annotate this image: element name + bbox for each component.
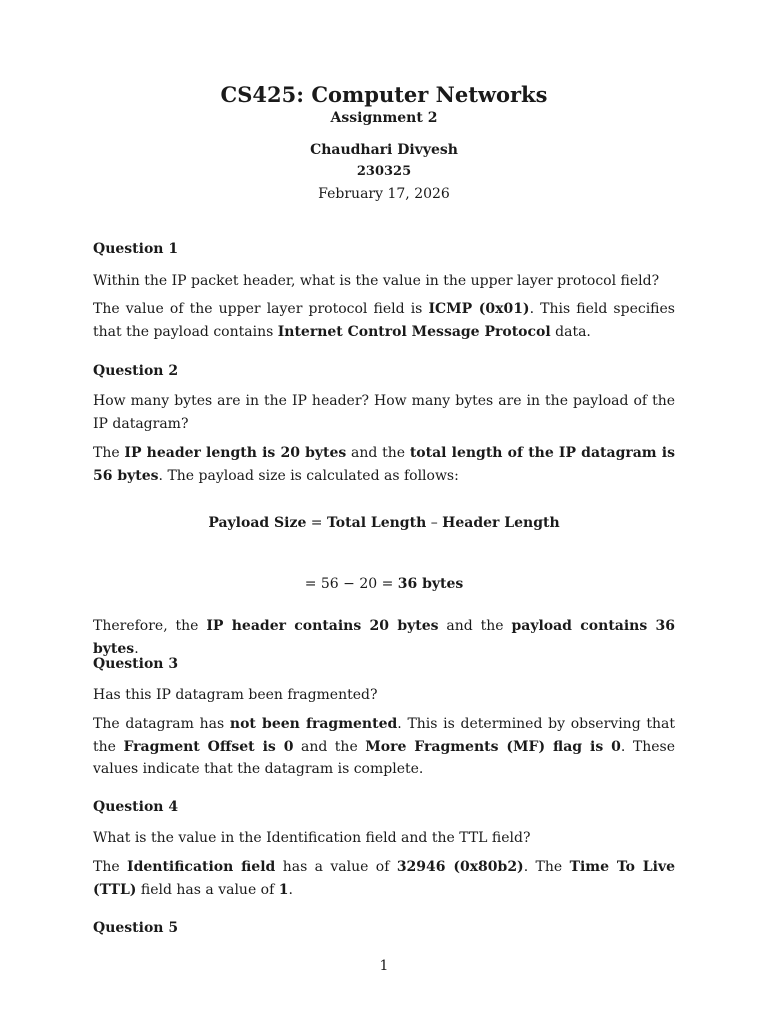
answer-text: and the — [438, 618, 512, 634]
answer-emphasis: More Fragments (MF) flag is 0 — [365, 738, 621, 755]
answer-emphasis: IP header contains 20 bytes — [206, 618, 439, 634]
question-2-heading: Question 2 — [93, 363, 179, 379]
answer-emphasis: total length of the IP datagram is 56 bytes — [93, 445, 676, 484]
answer-text: . These values indicate that the datagram is complete. — [93, 738, 675, 777]
answer-text: Therefore, the — [93, 618, 207, 634]
formula-operator: – — [426, 515, 443, 531]
answer-text: The — [93, 859, 128, 875]
question-3-answer — [93, 713, 675, 781]
answer-text: and the — [293, 738, 366, 755]
payload-calculation — [0, 576, 768, 592]
roll-number: 230325 — [356, 164, 412, 179]
answer-text: . — [134, 640, 139, 657]
answer-text: The value of the upper layer protocol field is — [93, 301, 429, 317]
document-title: CS425: Computer Networks — [220, 82, 548, 107]
answer-text: . This is determined by observing that the — [93, 716, 675, 755]
document-date: February 17, 2026 — [318, 186, 450, 202]
answer-text: . — [288, 881, 293, 898]
page-number: 1 — [379, 958, 389, 974]
formula-term: Payload Size — [208, 515, 307, 531]
answer-emphasis: not been fragmented — [229, 716, 398, 732]
question-2-text: How many bytes are in the IP header? How many bytes are in the payload of the IP datagram? — [93, 393, 675, 432]
answer-emphasis: Internet Control Message Protocol — [277, 323, 551, 340]
question-4-text: What is the value in the Identification field and the TTL field? — [93, 830, 531, 846]
answer-text: has a value of — [275, 859, 397, 875]
answer-emphasis: Fragment Offset is 0 — [123, 738, 294, 755]
formula-term: Total Length — [327, 515, 427, 531]
answer-emphasis: 1 — [278, 881, 289, 898]
answer-text: . The — [523, 859, 570, 875]
formula-operator: = — [306, 515, 327, 531]
question-4-answer — [93, 856, 675, 901]
answer-emphasis: ICMP (0x01) — [428, 301, 530, 317]
answer-emphasis: Time To Live (TTL) — [93, 859, 675, 898]
question-1-answer — [93, 298, 675, 343]
question-3-text: Has this IP datagram been fragmented? — [93, 687, 378, 703]
answer-emphasis: Identification field — [127, 859, 276, 875]
answer-text: field has a value of — [136, 881, 279, 898]
payload-formula — [0, 515, 768, 531]
answer-emphasis: 32946 (0x80b2) — [396, 859, 524, 875]
calculation-text: = 56 − 20 = — [304, 576, 398, 592]
question-5-heading: Question 5 — [93, 920, 179, 936]
formula-term: Header Length — [442, 515, 560, 531]
question-2-conclusion — [93, 615, 675, 660]
answer-emphasis: payload contains 36 bytes — [93, 618, 676, 657]
question-4-heading: Question 4 — [93, 799, 179, 815]
assignment-subtitle: Assignment 2 — [330, 110, 438, 126]
answer-text: . The payload size is calculated as follows: — [158, 467, 459, 484]
answer-text: The — [93, 445, 125, 461]
question-3-heading: Question 3 — [93, 656, 179, 672]
author-name: Chaudhari Divyesh — [310, 142, 458, 158]
answer-emphasis: IP header length is 20 bytes — [124, 445, 347, 461]
question-1-text: Within the IP packet header, what is the value in the upper layer protocol field? — [93, 273, 660, 289]
question-2-answer — [93, 442, 675, 487]
answer-text: data. — [550, 323, 591, 340]
question-1-heading: Question 1 — [93, 241, 179, 257]
answer-text: The datagram has — [93, 716, 230, 732]
answer-text: and the — [346, 445, 410, 461]
calculation-result: 36 bytes — [397, 576, 464, 592]
answer-text: . This field specifies that the payload contains — [93, 301, 675, 340]
